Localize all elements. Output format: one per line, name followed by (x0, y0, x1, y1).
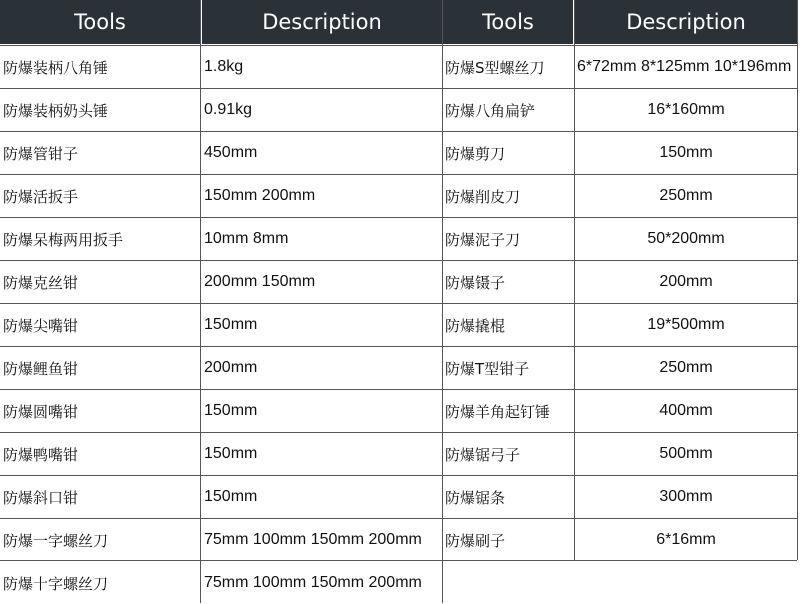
right-desc-cell: 19*500mm (647, 316, 725, 333)
left-tool-cell: 防爆管钳子 (3, 144, 79, 163)
right-desc-cell: 300mm (659, 488, 713, 505)
right-tool-cell: 防爆八角扁铲 (445, 101, 536, 120)
right-desc-cell: 500mm (659, 445, 713, 462)
left-desc-cell: 150mm 200mm (204, 187, 316, 204)
right-tool-cell: 防爆刷子 (445, 531, 506, 550)
grid-line (0, 260, 797, 261)
right-tool-cell: 防爆撬棍 (445, 316, 506, 335)
grid-line (0, 174, 797, 175)
left-tool-cell: 防爆鲤鱼钳 (3, 359, 79, 378)
header-right-description: Description (575, 0, 797, 44)
left-tool-cell: 防爆十字螺丝刀 (3, 574, 109, 593)
left-tool-cell: 防爆装柄奶头锤 (3, 101, 109, 120)
left-desc-cell: 1.8kg (204, 58, 244, 75)
right-tool-cell: 防爆泥子刀 (445, 230, 521, 249)
grid-line (0, 432, 797, 433)
right-tool-cell: 防爆锯弓子 (445, 445, 521, 464)
left-desc-cell: 200mm (204, 359, 258, 376)
right-tool-cell: 防爆镊子 (445, 273, 506, 292)
left-desc-cell: 200mm 150mm (204, 273, 316, 290)
grid-line (0, 475, 797, 476)
left-tool-cell: 防爆活扳手 (3, 187, 79, 206)
grid-line (442, 0, 443, 603)
right-tool-cell: 防爆S型螺丝刀 (445, 58, 545, 77)
grid-line (0, 131, 797, 132)
left-tool-cell: 防爆克丝钳 (3, 273, 79, 292)
right-tool-cell: 防爆T型钳子 (445, 359, 530, 378)
left-desc-cell: 150mm (204, 488, 258, 505)
left-tool-cell: 防爆一字螺丝刀 (3, 531, 109, 550)
grid-line (0, 45, 797, 46)
header-right-tools: Tools (443, 0, 573, 44)
header-left-description: Description (202, 0, 442, 44)
left-desc-cell: 150mm (204, 445, 258, 462)
grid-line (0, 346, 797, 347)
grid-line (200, 0, 201, 603)
left-desc-cell: 450mm (204, 144, 258, 161)
right-desc-cell: 200mm (659, 273, 713, 290)
right-tool-cell: 防爆剪刀 (445, 144, 506, 163)
right-desc-cell: 6*72mm 8*125mm 10*196mm (577, 58, 792, 75)
left-tool-cell: 防爆尖嘴钳 (3, 316, 79, 335)
grid-line (0, 389, 797, 390)
left-desc-cell: 0.91kg (204, 101, 253, 118)
left-desc-cell: 150mm (204, 316, 258, 333)
right-tool-cell: 防爆锯条 (445, 488, 506, 507)
left-desc-cell: 150mm (204, 402, 258, 419)
right-desc-cell: 400mm (659, 402, 713, 419)
header-left-tools: Tools (0, 0, 200, 44)
right-tool-cell: 防爆羊角起钉锤 (445, 402, 551, 421)
grid-line (0, 518, 797, 519)
left-tool-cell: 防爆斜口钳 (3, 488, 79, 507)
left-tool-cell: 防爆呆梅两用扳手 (3, 230, 124, 249)
left-tool-cell: 防爆圆嘴钳 (3, 402, 79, 421)
left-desc-cell: 75mm 100mm 150mm 200mm (204, 574, 422, 591)
right-desc-cell: 150mm (659, 144, 713, 161)
left-desc-cell: 75mm 100mm 150mm 200mm (204, 531, 422, 548)
grid-line (0, 303, 797, 304)
right-desc-cell: 250mm (659, 187, 713, 204)
right-desc-cell: 250mm (659, 359, 713, 376)
left-tool-cell: 防爆装柄八角锤 (3, 58, 109, 77)
left-tool-cell: 防爆鸭嘴钳 (3, 445, 79, 464)
right-desc-cell: 6*16mm (656, 531, 716, 548)
right-desc-cell: 50*200mm (647, 230, 725, 247)
right-tool-cell: 防爆削皮刀 (445, 187, 521, 206)
left-desc-cell: 10mm 8mm (204, 230, 289, 247)
grid-line (0, 560, 797, 561)
grid-line (0, 88, 797, 89)
right-desc-cell: 16*160mm (647, 101, 725, 118)
grid-line (797, 0, 798, 560)
grid-line (0, 217, 797, 218)
grid-line (574, 0, 575, 560)
